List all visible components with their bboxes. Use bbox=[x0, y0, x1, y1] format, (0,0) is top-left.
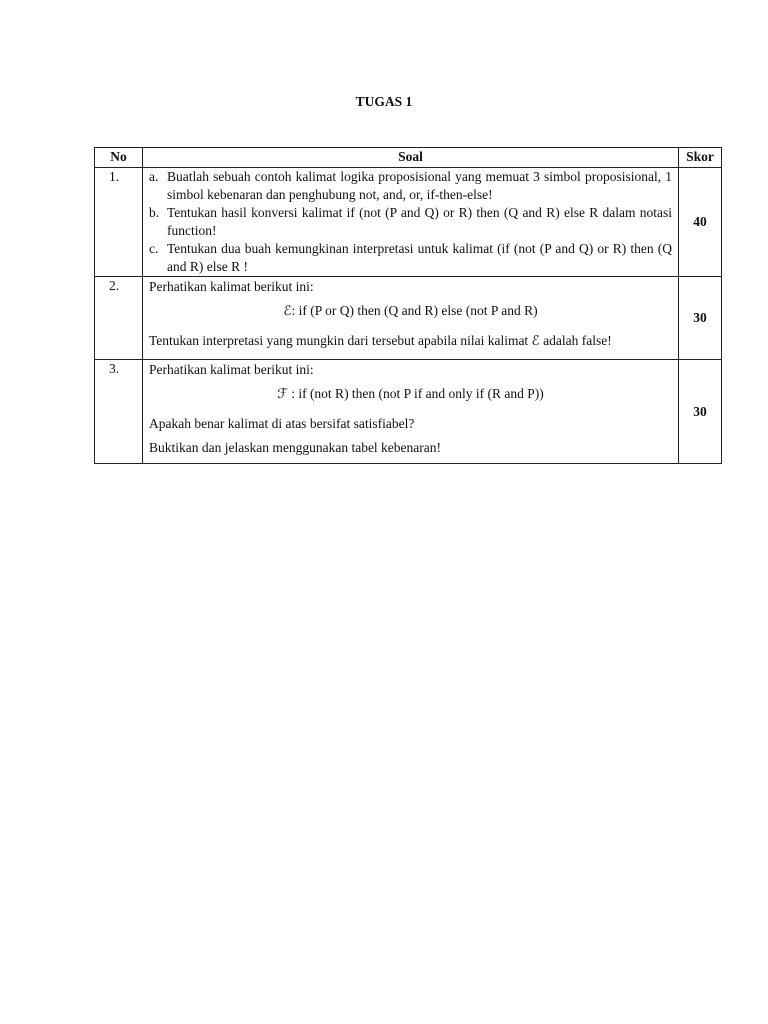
sub-question-c bbox=[149, 240, 672, 276]
formula: ℱ : if (not R) then (not P if and only if (R and P)) bbox=[277, 386, 544, 401]
sub-question-label: c. bbox=[149, 241, 159, 256]
question-intro: Perhatikan kalimat berikut ini: bbox=[149, 362, 314, 377]
table-row bbox=[95, 277, 722, 360]
question-cell bbox=[143, 360, 679, 464]
table-header-row bbox=[95, 148, 722, 168]
question-text: Buktikan dan jelaskan menggunakan tabel kebenaran! bbox=[149, 440, 442, 455]
question-cell bbox=[143, 168, 679, 277]
table-row bbox=[95, 360, 722, 464]
row-number: 1. bbox=[95, 168, 143, 277]
score: 30 bbox=[679, 360, 722, 464]
question-text: Apakah benar kalimat di atas bersifat satisfiabel? bbox=[149, 416, 415, 431]
assignment-table bbox=[94, 147, 722, 464]
sub-question-text: Tentukan hasil konversi kalimat if (not (P and Q) or R) then (Q and R) else R dalam notasi function! bbox=[167, 205, 672, 238]
header-soal: Soal bbox=[143, 148, 679, 168]
sub-question-list bbox=[149, 168, 672, 276]
table-row bbox=[95, 168, 722, 277]
sub-question-text: Buatlah sebuah contoh kalimat logika proposisional yang memuat 3 simbol proposisional, 1 simbol kebenaran dan penghubung not, and, or, if-then-else! bbox=[167, 169, 672, 202]
formula: ℰ: if (P or Q) then (Q and R) else (not P and R) bbox=[283, 303, 538, 318]
question-intro: Perhatikan kalimat berikut ini: bbox=[149, 279, 314, 294]
question-cell bbox=[143, 277, 679, 360]
sub-question-label: b. bbox=[149, 205, 160, 220]
score: 30 bbox=[679, 277, 722, 360]
header-no: No bbox=[95, 148, 143, 168]
row-number: 3. bbox=[95, 360, 143, 464]
question-text: Tentukan interpretasi yang mungkin dari tersebut apabila nilai kalimat ℰ adalah false! bbox=[149, 333, 612, 348]
header-skor: Skor bbox=[679, 148, 722, 168]
row-number: 2. bbox=[95, 277, 143, 360]
sub-question-a bbox=[149, 168, 672, 204]
page-title: TUGAS 1 bbox=[355, 94, 413, 109]
sub-question-label: a. bbox=[149, 169, 159, 184]
sub-question-text: Tentukan dua buah kemungkinan interpretasi untuk kalimat (if (not (P and Q) or R) then (Q and R) else R ! bbox=[167, 241, 672, 274]
score: 40 bbox=[679, 168, 722, 277]
sub-question-b bbox=[149, 204, 672, 240]
